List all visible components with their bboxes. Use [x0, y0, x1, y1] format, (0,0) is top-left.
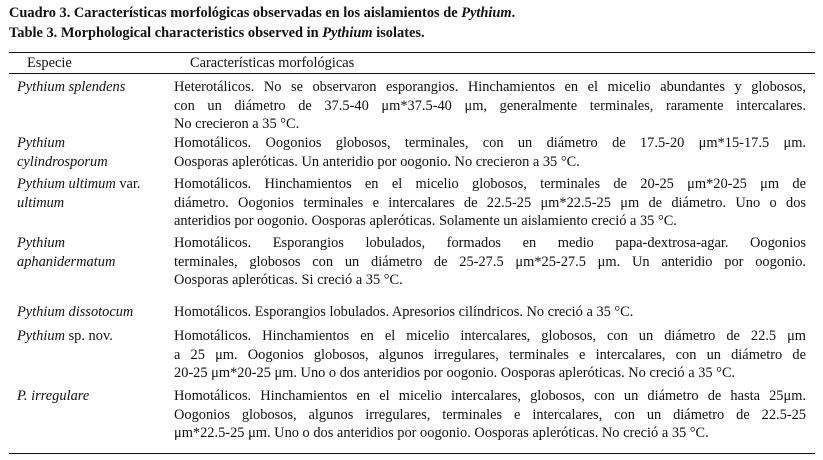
species-italic: Pythium [17, 328, 65, 344]
species-line [17, 327, 167, 346]
description-line: μm*22.5-25 μm. Uno o dos anteridios por oogonio. Oosporas apleróticas. No creció a 35 °C. [174, 425, 709, 442]
caption-english: Table 3. Morphological characteristics observed in Pythium isolates. [9, 25, 425, 41]
species-italic: P. irregulare [17, 388, 90, 404]
characteristics-description [174, 303, 806, 322]
header-characteristics: Características morfológicas [190, 55, 355, 71]
species-line [17, 387, 167, 406]
characteristics-description [174, 387, 806, 443]
description-line: anteridios por oogonio. Oosporas apleróticas. Solamente un aislamiento creció a 35 °C. [174, 213, 677, 230]
species-name [17, 327, 167, 346]
species-name [17, 303, 167, 322]
species-italic: Pythium [17, 235, 65, 251]
table-bottom-rule [9, 453, 815, 454]
description-line: Homotálicos. Oogonios globosos, terminales, con un diámetro de 17.5-20 μm*15-17.5 μm. [174, 135, 806, 151]
species-name [17, 234, 167, 271]
species-line [17, 134, 167, 153]
characteristics-description [174, 175, 806, 231]
species-line [17, 175, 167, 194]
species-name [17, 387, 167, 406]
table-top-rule [9, 52, 815, 53]
description-line: Homotálicos. Hinchamientos en el micelio globosos, terminales de 20-25 μm*20-25 μm de [174, 176, 806, 192]
description-line: Heterotálicos. No se observaron esporangios. Hinchamientos en el micelio abundantes y globosos, [174, 79, 806, 95]
species-line [17, 253, 167, 272]
species-name [17, 78, 167, 97]
species-line [17, 194, 167, 213]
species-line [17, 303, 167, 322]
description-line: Oosporas apleróticas. Si creció a 35 °C. [174, 272, 403, 289]
species-name [17, 134, 167, 171]
header-species: Especie [27, 55, 72, 71]
species-name [17, 175, 167, 212]
species-italic: Pythium splendens [17, 79, 126, 95]
species-italic: Pythium dissotocum [17, 304, 134, 320]
species-plain: var. [115, 176, 141, 192]
table-caption [9, 3, 515, 43]
species-line [17, 234, 167, 253]
description-line: diámetro. Oogonios terminales e intercalares de 22.5-25 μm*22.5-25 μm de diámetro. Uno o dos [174, 194, 806, 211]
description-line: con un diámetro de 37.5-40 μm*37.5-40 μm, generalmente terminales, raramente intercalares. [174, 97, 806, 114]
species-italic: cylindrosporum [17, 153, 108, 170]
description-line: Homotálicos. Hinchamientos en el micelio intercalares, globosos, con un diámetro de 22.5 μm [174, 328, 806, 344]
table-header-rule [9, 73, 815, 74]
characteristics-description [174, 78, 806, 134]
species-italic: ultimum [17, 194, 65, 211]
description-line: Homotálicos. Hinchamientos en el micelio intercalares, globosos, con un diámetro de hasta 25μm. [174, 388, 806, 404]
characteristics-description [174, 327, 806, 383]
description-line: a 25 μm. Oogonios globosos, algunos irregulares, terminales e intercalares, con un diámetro de [174, 346, 806, 363]
species-italic: Pythium ultimum [17, 176, 116, 192]
caption-spanish: Cuadro 3. Características morfológicas observadas en los aislamientos de Pythium. [9, 5, 516, 21]
description-line: terminales, globosos con un diámetro de 25-27.5 μm*25-27.5 μm. Un anteridio por oogonio. [174, 253, 806, 270]
description-line: No crecieron a 35 °C. [174, 116, 300, 133]
description-line: 20-25 μm*20-25 μm. Uno o dos anteridios por oogonio. Oosporas apleróticas. No creció a 35 °C. [174, 365, 736, 382]
description-line: Oosporas apleróticas. Un anteridio por oogonio. No crecieron a 35 °C. [174, 153, 580, 170]
species-italic: Pythium [17, 135, 65, 151]
characteristics-description [174, 134, 806, 171]
description-line: Homotálicos. Esporangios lobulados. Apresorios cilíndricos. No creció a 35 °C. [174, 304, 634, 320]
species-line [17, 78, 167, 97]
characteristics-description [174, 234, 806, 290]
description-line: Oogonios globosos, algunos irregulares, terminales e intercalares, con un diámetro de 22.5-25 [174, 406, 806, 423]
species-italic: aphanidermatum [17, 253, 116, 270]
description-line: Homotálicos. Esporangios lobulados, formados en medio papa-dextrosa-agar. Oogonios [174, 235, 806, 251]
species-line [17, 153, 167, 172]
species-plain: sp. nov. [64, 328, 113, 344]
